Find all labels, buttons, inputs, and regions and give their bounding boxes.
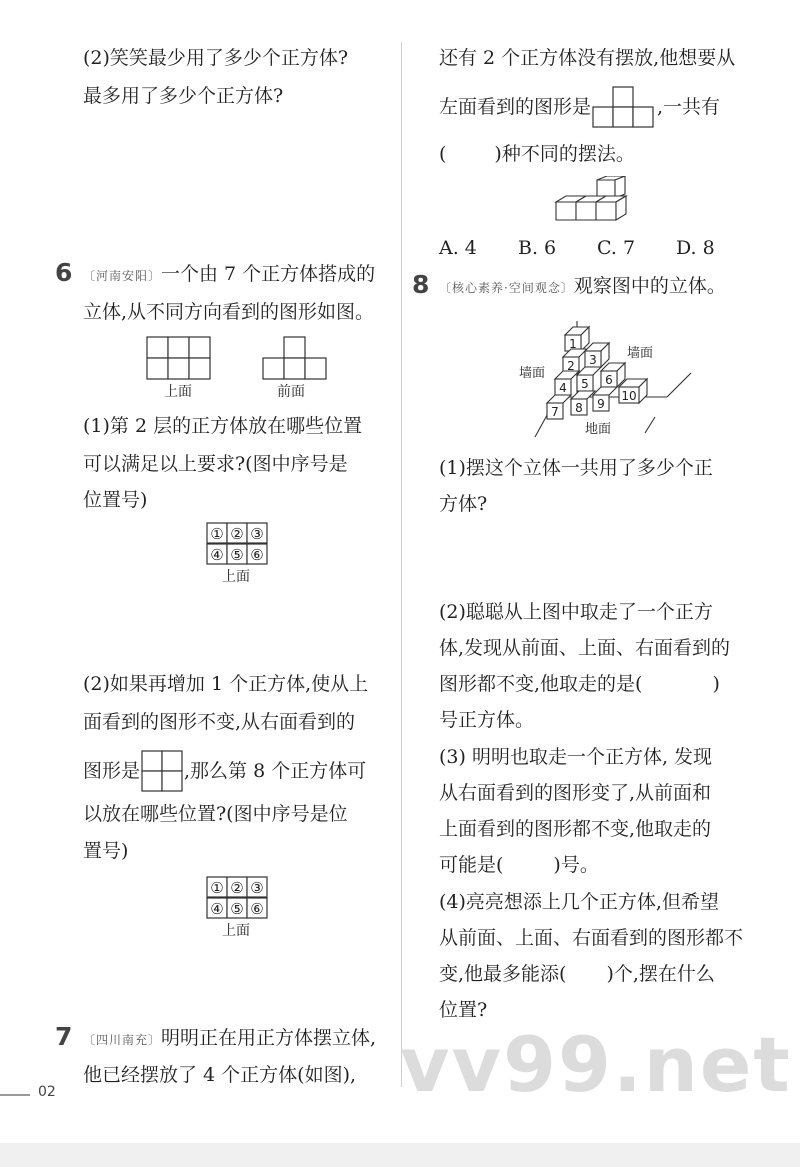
q6-right-view-figure: [140, 750, 184, 794]
q8-p4-line3-pre: 变,他最多能添(: [439, 963, 567, 985]
q8-p1-line2: 方体?: [439, 493, 488, 515]
cube-label-4: 4: [559, 381, 567, 395]
q8-p2-line4: 号正方体。: [439, 709, 535, 731]
q8-p4-line3-post: )个,摆在什么: [606, 963, 715, 985]
q7-option-a[interactable]: A. 4: [439, 237, 477, 259]
q8-p3-line4-post: )号。: [553, 854, 599, 876]
q8-p4-line1: (4)亮亮想添上几个正方体,但希望: [439, 891, 719, 913]
q8-p2-line3-pre: 图形都不变,他取走的是(: [439, 673, 643, 695]
q7-cont-line2-post: ,一共有: [657, 96, 721, 118]
q7-cont-line2-pre: 左面看到的图形是: [439, 96, 592, 118]
q8-p4-line4: 位置?: [439, 999, 488, 1021]
q7-cont-line1: 还有 2 个正方体没有摆放,他想要从: [439, 47, 736, 69]
footer-bar: [0, 1143, 800, 1167]
q7-left-view-figure: [591, 86, 657, 130]
column-divider: [401, 42, 402, 1087]
wall-edge-right: [667, 373, 691, 397]
q8-p2-line3: [439, 666, 720, 703]
q6-p1-line2: 可以满足以上要求?(图中序号是: [83, 453, 348, 475]
q6-top-view-figure: [146, 336, 212, 380]
q7-answer-open-paren: (: [439, 143, 447, 165]
grid1-cell-4: ④: [210, 546, 224, 564]
cube-label-2: 2: [567, 359, 575, 373]
q6-position-grid-2: [206, 876, 268, 920]
q7-cont-line3-post: )种不同的摆法。: [494, 143, 635, 165]
cube-label-6: 6: [605, 373, 613, 387]
q5-part2-line1: (2)笑笑最少用了多少个正方体?: [83, 47, 349, 69]
grid1-cell-1: ①: [210, 525, 224, 543]
q6-source-tag: 〔河南安阳〕: [83, 269, 162, 283]
q7-cont-line3: [439, 136, 635, 173]
cube-label-3: 3: [589, 353, 597, 367]
grid1-cell-3: ③: [250, 525, 264, 543]
label-floor: 地面: [585, 422, 612, 437]
label-wall-left: 墙面: [519, 366, 546, 381]
q6-p2-line3-post: ,那么第 8 个正方体可: [184, 760, 367, 782]
grid2-cell-5: ⑤: [230, 900, 244, 918]
q7-line1: [83, 1020, 376, 1059]
q6-p1-line1: (1)第 2 层的正方体放在哪些位置: [83, 415, 363, 437]
q6-stem-line2: 立体,从不同方向看到的图形如图。: [83, 301, 375, 323]
q7-option-c[interactable]: C. 7: [597, 237, 636, 259]
q5-part2-line2: 最多用了多少个正方体?: [83, 85, 284, 107]
q6-p2-line4: 以放在哪些位置?(图中序号是位: [83, 803, 348, 825]
cube-label-10: 10: [621, 389, 637, 403]
q6-top-view-label: 上面: [164, 384, 192, 400]
q6-position-grid-1: [206, 522, 268, 566]
grid2-cell-1: ①: [210, 879, 224, 897]
page-number: 02: [38, 1084, 56, 1100]
q6-p2-line3-pre: 图形是: [83, 760, 141, 782]
cube-label-9: 9: [597, 397, 605, 411]
q7-line1-text: 明明正在用正方体摆立体,: [161, 1027, 377, 1049]
cube-label-5: 5: [581, 377, 589, 391]
q6-front-view-figure: [262, 336, 328, 380]
q8-p3-line3: 上面看到的图形都不变,他取走的: [439, 818, 712, 840]
q6-stem-line1: [83, 256, 375, 295]
q6-stem-line1-text: 一个由 7 个正方体搭成的: [161, 263, 376, 285]
q8-p3-line1: (3) 明明也取走一个正方体, 发现: [439, 746, 713, 768]
page-number-rule: [0, 1094, 30, 1096]
cube-label-7: 7: [551, 405, 559, 419]
q6-p2-line3: [83, 750, 366, 794]
grid2-cell-4: ④: [210, 900, 224, 918]
grid2-cell-3: ③: [250, 879, 264, 897]
q8-p3-line2: 从右面看到的图形变了,从前面和: [439, 782, 712, 804]
q6-p2-line5: 置号): [83, 840, 129, 862]
q6-front-view-label: 前面: [277, 384, 305, 400]
q8-p4-line2: 从前面、上面、右面看到的图形都不: [439, 927, 744, 949]
watermark: vv99.net: [400, 1020, 792, 1109]
q8-p2-line1: (2)聪聪从上图中取走了一个正方: [439, 601, 713, 623]
grid1-cell-5: ⑤: [230, 546, 244, 564]
q8-p2-line2: 体,发现从前面、上面、右面看到的: [439, 637, 731, 659]
q6-grid1-caption: 上面: [222, 569, 250, 585]
q6-p2-line1: (2)如果再增加 1 个正方体,使从上: [83, 673, 369, 695]
cube-label-8: 8: [575, 401, 583, 415]
label-wall-right: 墙面: [627, 346, 654, 361]
q7-option-b[interactable]: B. 6: [518, 237, 557, 259]
q8-p4-line3: [439, 956, 715, 993]
grid2-cell-2: ②: [230, 879, 244, 897]
q8-p2-line3-post: ): [712, 673, 720, 695]
q7-line2: 他已经摆放了 4 个正方体(如图),: [83, 1064, 357, 1086]
q8-number: 8: [412, 270, 430, 299]
grid1-cell-2: ②: [230, 525, 244, 543]
q8-stem-text: 观察图中的立体。: [573, 275, 726, 297]
q8-source-tag: 〔核心素养·空间观念〕: [439, 281, 574, 295]
q8-stem: [439, 268, 726, 307]
grid2-cell-6: ⑥: [250, 900, 264, 918]
q8-p3-line4: [439, 847, 599, 884]
q6-p1-line3: 位置号): [83, 489, 148, 511]
q8-staircase-figure: [515, 305, 695, 447]
q7-option-d[interactable]: D. 8: [676, 237, 715, 259]
q8-p1-line1: (1)摆这个立体一共用了多少个正: [439, 457, 713, 479]
q7-cont-line2: [439, 86, 720, 130]
grid1-cell-6: ⑥: [250, 546, 264, 564]
q8-p3-line4-pre: 可能是(: [439, 854, 504, 876]
q6-p2-line2: 面看到的图形不变,从右面看到的: [83, 711, 356, 733]
q6-grid2-caption: 上面: [222, 923, 250, 939]
q7-number: 7: [55, 1022, 73, 1051]
cube-label-1: 1: [569, 337, 577, 351]
q6-number: 6: [55, 258, 73, 287]
q7-source-tag: 〔四川南充〕: [83, 1033, 162, 1047]
q7-cube-arrangement-figure: [550, 176, 630, 224]
